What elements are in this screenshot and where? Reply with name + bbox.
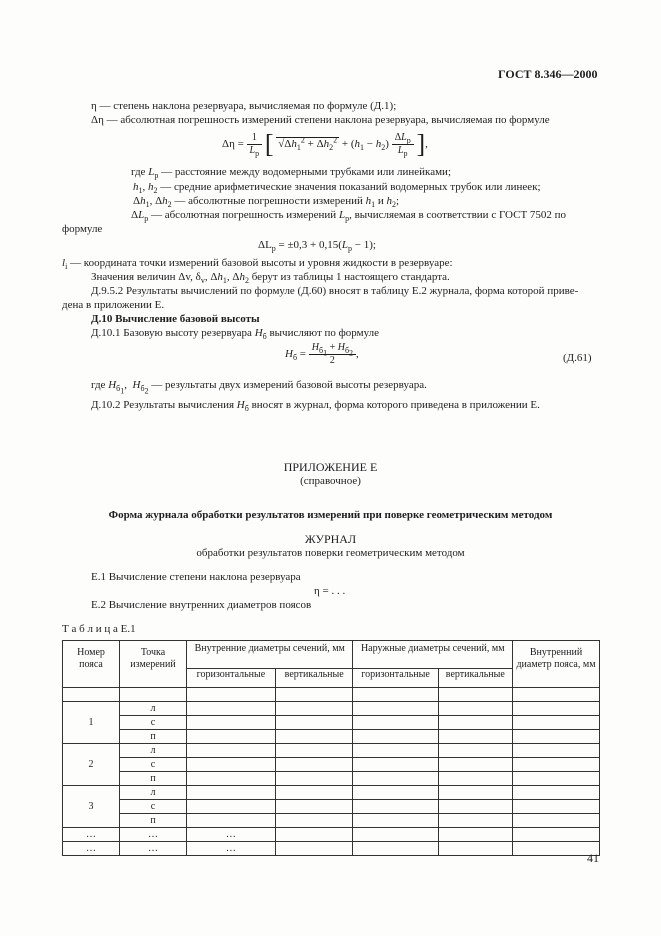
- d102-text-b: вносят в журнал, форма которого приведена в приложении Е.: [251, 399, 540, 411]
- point-cell: с: [120, 716, 187, 730]
- eta-definition: η — степень наклона резервуара, вычисляемая по формуле (Д.1);: [91, 100, 397, 112]
- table-row: [63, 828, 600, 842]
- table-row: [63, 730, 600, 744]
- dlp-text: — абсолютная погрешность измерений: [150, 209, 337, 221]
- table-row: [63, 814, 600, 828]
- dots-cell: …: [63, 828, 120, 842]
- dlp-formula: $\Delta L_p = \pm 0,3 + 0,15(L_p - 1)$;: [258, 239, 376, 254]
- lp-definition: где $L_p$ — расстояние между водомерными трубками или линейками;: [131, 166, 452, 181]
- section-e2: Е.2 Вычисление внутренних диаметров поясов: [91, 599, 312, 611]
- section-e1: Е.1 Вычисление степени наклона резервуара: [91, 571, 301, 583]
- dots-cell: …: [120, 828, 187, 842]
- th-inner-diameters: Внутренние диаметры сечений, мм: [187, 641, 353, 669]
- journal-subtitle: обработки результатов поверки геометрическим методом: [196, 547, 465, 559]
- dh-definition: $\Delta h_1$, $\Delta h_2$ — абсолютные погрешности измерений $h_1$ и $h_2$;: [133, 195, 400, 210]
- where-label: где: [131, 166, 146, 178]
- point-cell: с: [120, 800, 187, 814]
- journal-title: ЖУРНАЛ: [304, 532, 357, 546]
- values-line: Значения величин Δv, $\delta_v$, $\Delta h_1$, $\Delta h_2$ берут из таблицы 1 настоящего стандарта.: [91, 271, 450, 286]
- formula-word: формуле: [62, 223, 103, 235]
- th-outer-horizontal: горизонтальные: [353, 668, 438, 687]
- point-cell: л: [120, 744, 187, 758]
- table-row: [63, 786, 600, 800]
- dlp-formula-rhs: = ±0,3 + 0,15(: [278, 239, 342, 251]
- belt-number-cell: 2: [63, 744, 120, 786]
- hb-formula: $H_б$ = $\frac{H_{б_1} + H_{б_2}}{2}$ ,: [285, 342, 359, 366]
- form-title: Форма журнала обработки результатов измерений при поверке геометрическим методом: [108, 509, 553, 521]
- d101-end: вычисляют по формуле: [269, 327, 379, 339]
- where-h-text: — результаты двух измерений базовой высоты резервуара.: [151, 379, 427, 391]
- appendix-title: ПРИЛОЖЕНИЕ Е: [283, 460, 378, 474]
- dh-text: — абсолютные погрешности измерений: [174, 195, 363, 207]
- table-row: [63, 702, 600, 716]
- dlp-definition: $\Delta L_p$ — абсолютная погрешность измерений $L_p$, вычисляемая в соответствии с ГОСТ 7502 по: [131, 209, 567, 224]
- table-caption: Т а б л и ц а Е.1: [62, 623, 136, 635]
- belt-number-cell: 1: [63, 702, 120, 744]
- point-cell: п: [120, 814, 187, 828]
- point-cell: п: [120, 772, 187, 786]
- point-cell: п: [120, 730, 187, 744]
- dots-cell: …: [120, 842, 187, 856]
- section-d10-title: Д.10 Вычисление базовой высоты: [91, 313, 260, 325]
- table-row: [63, 758, 600, 772]
- point-cell: л: [120, 786, 187, 800]
- li-definition: $l_i$ — координата точки измерений базовой высоты и уровня жидкости в резервуаре:: [62, 257, 453, 272]
- dlp-text-2: , вычисляемая в соответствии с ГОСТ 7502 по: [349, 209, 567, 221]
- li-text: — координата точки измерений базовой высоты и уровня жидкости в резервуаре:: [70, 257, 453, 269]
- th-outer-vertical: вертикальные: [438, 668, 512, 687]
- delta-eta-formula: Δη = $\frac{1}{L_p}$ [ $√\Delta h_1^2 + \Delta h_2^2 + (h_1 - h_2)$ $\frac{\Delta L_p}{L_p}$ ],: [222, 129, 428, 159]
- table-e1: [62, 640, 600, 856]
- dots-cell: …: [63, 842, 120, 856]
- table-row: [63, 716, 600, 730]
- belt-number-cell: 3: [63, 786, 120, 828]
- table-row: [63, 772, 600, 786]
- equation-number: (Д.61): [563, 352, 592, 364]
- d101-text: Д.10.1 Базовую высоту резервуара: [91, 327, 252, 339]
- table-row: [63, 744, 600, 758]
- appendix-subtitle: (справочное): [300, 475, 361, 487]
- d952-line-b: дена в приложении Е.: [62, 299, 165, 311]
- dlp-formula-lhs: ΔL: [258, 239, 272, 251]
- th-belt-diameter: Внутренний диаметр пояса, мм: [513, 641, 600, 688]
- th-inner-vertical: вертикальные: [275, 668, 353, 687]
- values-text: Значения величин Δv, δ: [91, 271, 201, 283]
- th-belt-number: Номер пояса: [63, 641, 120, 688]
- h-definition: $h_1$, $h_2$ — средние арифметические значения показаний водомерных трубок или линеек;: [133, 181, 541, 196]
- d102-line: Д.10.2 Результаты вычисления $H_б$ вносят в журнал, форма которого приведена в приложении Е.: [91, 399, 540, 414]
- point-cell: л: [120, 702, 187, 716]
- table-row: [63, 842, 600, 856]
- th-measurement-point: Точка измерений: [120, 641, 187, 688]
- dots-cell: …: [187, 828, 276, 842]
- eta-equation: η = . . .: [314, 585, 346, 597]
- where-h-line: где $H_{б_1}$, $H_{б_2}$ — результаты двух измерений базовой высоты резервуара.: [91, 379, 427, 396]
- th-outer-diameters: Наружные диаметры сечений, мм: [353, 641, 513, 669]
- values-text-2: берут из таблицы 1 настоящего стандарта.: [251, 271, 450, 283]
- d101-line: Д.10.1 Базовую высоту резервуара $H_б$ вычисляют по формуле: [91, 327, 379, 342]
- dots-cell: …: [187, 842, 276, 856]
- d102-text-a: Д.10.2 Результаты вычисления: [91, 399, 235, 411]
- d952-line-a: Д.9.5.2 Результаты вычислений по формуле (Д.60) вносят в таблицу Е.2 журнала, форма которой приве-: [91, 285, 579, 297]
- where-label-2: где: [91, 379, 106, 391]
- point-cell: с: [120, 758, 187, 772]
- delta-eta-definition: Δη — абсолютная погрешность измерений степени наклона резервуара, вычисляемая по формуле: [91, 114, 550, 126]
- dlp-formula-end: − 1);: [354, 239, 376, 251]
- h-text: — средние арифметические значения показаний водомерных трубок или линеек;: [160, 181, 541, 193]
- page-header: ГОСТ 8.346—2000: [498, 67, 598, 81]
- table-row: [63, 800, 600, 814]
- page-number: 41: [587, 851, 599, 865]
- th-inner-horizontal: горизонтальные: [187, 668, 276, 687]
- lp-text: — расстояние между водомерными трубками или линейками;: [161, 166, 452, 178]
